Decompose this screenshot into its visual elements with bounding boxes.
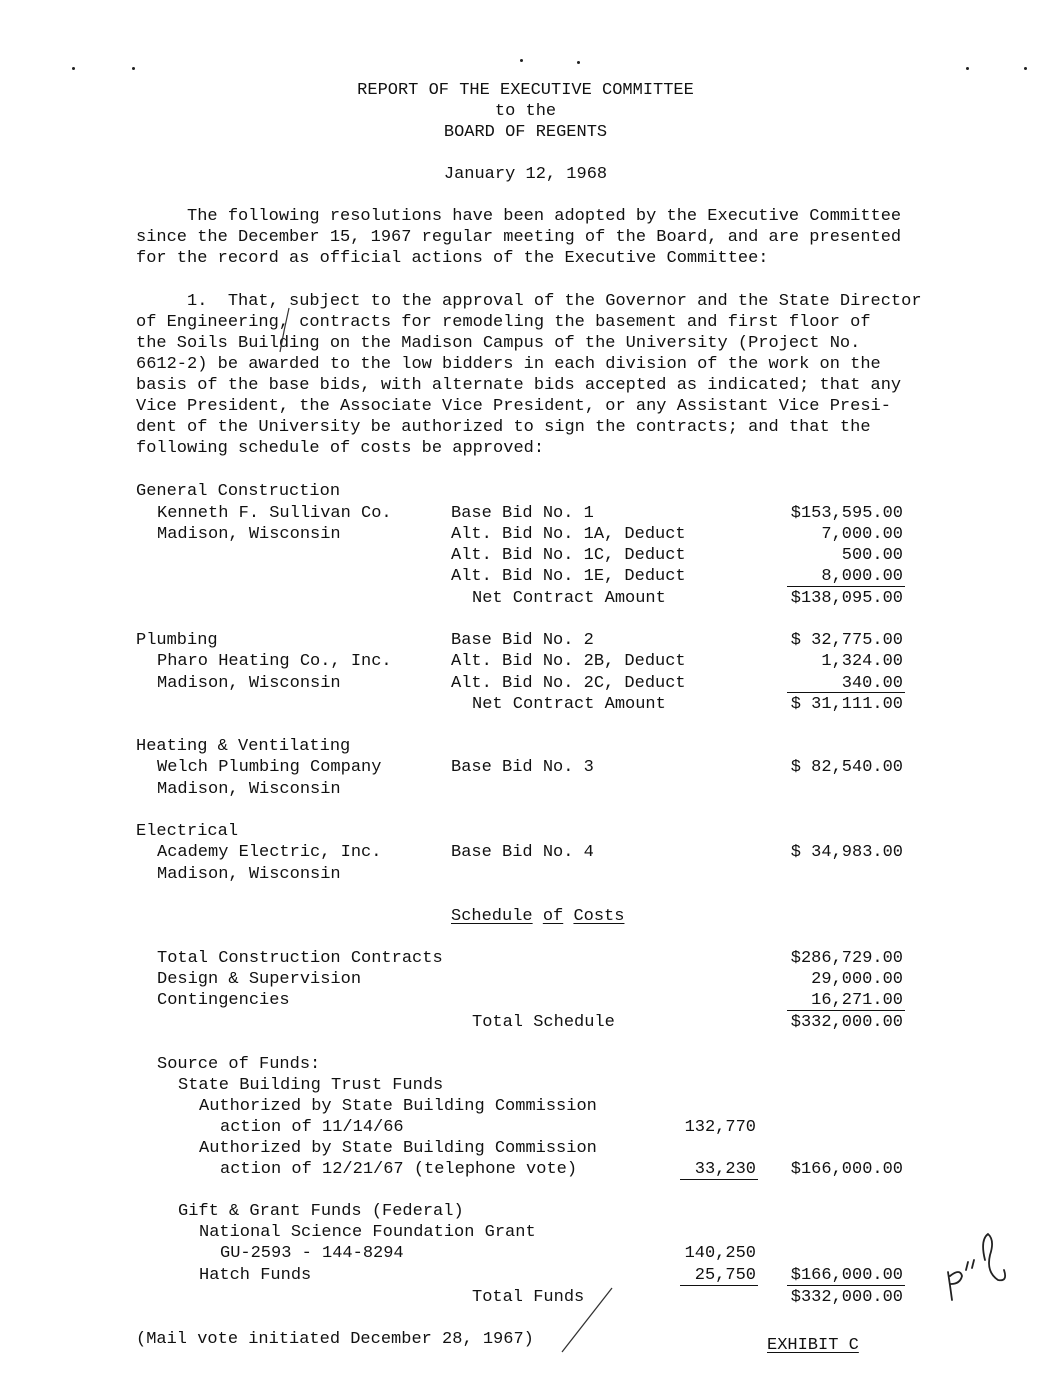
bid-amount: 500.00	[841, 546, 903, 565]
funds-item-line: Authorized by State Building Commission	[199, 1097, 597, 1116]
pen-stroke	[280, 308, 289, 352]
funds-total-label: Total Funds	[472, 1288, 585, 1307]
bid-label: Base Bid No. 3	[451, 758, 594, 777]
schedule-total-label: Total Schedule	[472, 1013, 615, 1032]
contractor-name: Academy Electric, Inc.	[157, 843, 382, 862]
schedule-amount: $286,729.00	[790, 949, 903, 968]
schedule-heading-word: Costs	[573, 907, 625, 926]
bid-amount: $ 34,983.00	[790, 843, 903, 862]
bid-label: Alt. Bid No. 1A, Deduct	[451, 525, 686, 544]
bid-amount: $153,595.00	[790, 504, 903, 523]
handwritten-page-note	[948, 1234, 1005, 1300]
resolution-line: following schedule of costs be approved:	[136, 439, 545, 458]
schedule-label: Contingencies	[157, 991, 290, 1010]
bid-label: Base Bid No. 4	[451, 843, 594, 862]
intro-line: for the record as official actions of the Executive Committee:	[136, 249, 769, 268]
contractor-name: Welch Plumbing Company	[157, 758, 382, 777]
bid-amount: 340.00	[841, 674, 903, 693]
funds-item-amount: 140,250	[684, 1244, 756, 1263]
schedule-heading-word: of	[542, 907, 564, 926]
resolution-line: 1. That, subject to the approval of the Governor and the State Director	[136, 292, 922, 311]
net-amount: $ 31,111.00	[790, 695, 903, 714]
resolution-line: the Soils Building on the Madison Campus of the University (Project No.	[136, 334, 861, 353]
funds-item-line: Authorized by State Building Commission	[199, 1139, 597, 1158]
report-title-board: BOARD OF REGENTS	[443, 123, 608, 142]
contractor-city: Madison, Wisconsin	[157, 525, 341, 544]
resolution-line: dent of the University be authorized to sign the contracts; and that the	[136, 418, 871, 437]
bid-amount: 8,000.00	[821, 567, 903, 586]
funds-item-line: National Science Foundation Grant	[199, 1223, 536, 1242]
resolution-line: Vice President, the Associate Vice President, or any Assistant Vice Presi-	[136, 397, 891, 416]
intro-line: since the December 15, 1967 regular meeting of the Board, and are presented	[136, 228, 902, 247]
report-title: REPORT OF THE EXECUTIVE COMMITTEE	[357, 81, 694, 100]
contractor-name: Pharo Heating Co., Inc.	[157, 652, 392, 671]
mail-vote-note: (Mail vote initiated December 28, 1967)	[136, 1330, 534, 1349]
net-label: Net Contract Amount	[472, 695, 666, 714]
bid-label: Alt. Bid No. 1E, Deduct	[451, 567, 686, 586]
bid-amount: 7,000.00	[821, 525, 903, 544]
report-title-to: to the	[494, 102, 557, 121]
division-title: Plumbing	[136, 631, 218, 650]
schedule-total-amount: $332,000.00	[790, 1013, 903, 1032]
funds-item-line: action of 12/21/67 (telephone vote)	[220, 1160, 578, 1179]
bid-amount: $ 82,540.00	[790, 758, 903, 777]
funds-item-amount: 132,770	[684, 1118, 756, 1137]
contractor-name: Kenneth F. Sullivan Co.	[157, 504, 392, 523]
bid-amount: $ 32,775.00	[790, 631, 903, 650]
funds-state-title: State Building Trust Funds	[178, 1076, 444, 1095]
funds-item-amount: 33,230	[694, 1160, 756, 1179]
bid-label: Alt. Bid No. 2B, Deduct	[451, 652, 686, 671]
pen-stroke	[562, 1288, 612, 1352]
net-label: Net Contract Amount	[472, 589, 666, 608]
funds-heading: Source of Funds:	[157, 1055, 321, 1074]
funds-item-line: Hatch Funds	[199, 1266, 312, 1285]
net-amount: $138,095.00	[790, 589, 903, 608]
funds-total-amount: $332,000.00	[790, 1288, 903, 1307]
bid-label: Alt. Bid No. 2C, Deduct	[451, 674, 686, 693]
contractor-city: Madison, Wisconsin	[157, 674, 341, 693]
report-date: January 12, 1968	[443, 165, 608, 184]
funds-gift-total: $166,000.00	[790, 1266, 903, 1285]
contractor-city: Madison, Wisconsin	[157, 780, 341, 799]
resolution-line: 6612-2) be awarded to the low bidders in each division of the work on the	[136, 355, 881, 374]
bid-label: Base Bid No. 2	[451, 631, 594, 650]
schedule-amount: 29,000.00	[811, 970, 903, 989]
funds-item-line: GU-2593 - 144-8294	[220, 1244, 404, 1263]
bid-amount: 1,324.00	[821, 652, 903, 671]
schedule-label: Design & Supervision	[157, 970, 362, 989]
schedule-label: Total Construction Contracts	[157, 949, 443, 968]
funds-item-line: action of 11/14/66	[220, 1118, 404, 1137]
funds-gift-title: Gift & Grant Funds (Federal)	[178, 1202, 464, 1221]
intro-line: The following resolutions have been adopted by the Executive Committee	[136, 207, 902, 226]
bid-label: Alt. Bid No. 1C, Deduct	[451, 546, 686, 565]
schedule-amount: 16,271.00	[811, 991, 903, 1010]
schedule-heading-word: Schedule	[451, 907, 533, 926]
funds-item-amount: 25,750	[694, 1266, 756, 1285]
exhibit-label: EXHIBIT C	[767, 1336, 859, 1355]
division-title: Heating & Ventilating	[136, 737, 351, 756]
resolution-line: of Engineering, contracts for remodeling the basement and first floor of	[136, 313, 871, 332]
division-title: General Construction	[136, 482, 341, 501]
funds-state-total: $166,000.00	[790, 1160, 903, 1179]
division-title: Electrical	[136, 822, 239, 841]
bid-label: Base Bid No. 1	[451, 504, 594, 523]
resolution-line: basis of the base bids, with alternate bids accepted as indicated; that any	[136, 376, 902, 395]
contractor-city: Madison, Wisconsin	[157, 865, 341, 884]
